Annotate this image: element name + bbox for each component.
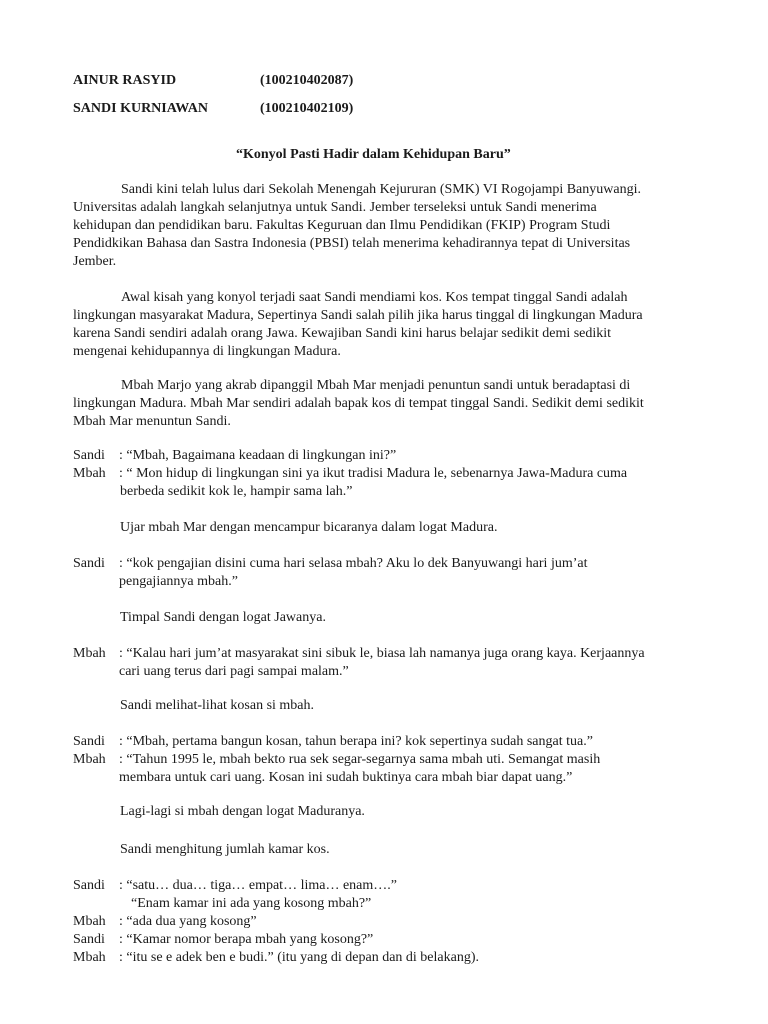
author-name-2: SANDI KURNIAWAN: [73, 101, 208, 116]
dialogue-line: [119, 555, 719, 591]
dialogue-speaker: Mbah: [73, 752, 106, 767]
author-id-2: (100210402109): [260, 101, 354, 116]
paragraph-line: lingkungan masyarakat Madura, Sepertinya Sandi salah pilih jika harus tinggal di lingkungan Madura: [73, 308, 643, 323]
paragraph-line: Sandi kini telah lulus dari Sekolah Menengah Kejururan (SMK) VI Rogojampi Banyuwangi.: [121, 182, 641, 197]
paragraph-3: [73, 377, 703, 431]
dialogue-text: : “Mbah, Bagaimana keadaan di lingkungan ini?”: [119, 448, 397, 463]
paragraph-2: [73, 289, 703, 361]
paragraph-line: Mbah Mar menuntun Sandi.: [73, 414, 231, 429]
narration-3: Sandi melihat-lihat kosan si mbah.: [120, 698, 315, 713]
dialogue-text: membara untuk cari uang. Kosan ini sudah buktinya cara mbah biar dapat uang.”: [119, 770, 573, 785]
dialogue-line: [119, 751, 719, 787]
dialogue-text: : “Kalau hari jum’at masyarakat sini sibuk le, biasa lah namanya juga orang kaya. Kerjaannya: [119, 646, 645, 661]
dialogue-speaker: Mbah: [73, 466, 106, 481]
paragraph-line: mengenai kehidupannya di lingkungan Madura.: [73, 344, 341, 359]
dialogue-speaker: Sandi: [73, 556, 105, 571]
dialogue-text: : “satu… dua… tiga… empat… lima… enam….”: [119, 878, 397, 893]
dialogue-speaker: Sandi: [73, 878, 105, 893]
dialogue-speaker: Sandi: [73, 448, 105, 463]
dialogue-line: [119, 733, 719, 751]
paragraph-line: Universitas adalah langkah selanjutnya untuk Sandi. Jember terseleksi untuk Sandi menerima: [73, 200, 597, 215]
dialogue-speaker: Mbah: [73, 950, 106, 965]
dialogue-text: pengajiannya mbah.”: [119, 574, 238, 589]
dialogue-text: : “Mbah, pertama bangun kosan, tahun berapa ini? kok sepertinya sudah sangat tua.”: [119, 734, 593, 749]
dialogue-speaker: Mbah: [73, 914, 106, 929]
dialogue-text: : “kok pengajian disini cuma hari selasa mbah? Aku lo dek Banyuwangi hari jum’at: [119, 556, 588, 571]
author-id-1: (100210402087): [260, 73, 354, 88]
dialogue-line: [119, 447, 719, 465]
dialogue-text: : “Kamar nomor berapa mbah yang kosong?”: [119, 932, 374, 947]
paragraph-line: kehidupan dan pendidikan baru. Fakultas Keguruan dan Ilmu Pendidikan (FKIP) Program Studi: [73, 218, 611, 233]
paragraph-line: Mbah Marjo yang akrab dipanggil Mbah Mar menjadi penuntun sandi untuk beradaptasi di: [121, 378, 631, 393]
dialogue-text: berbeda sedikit kok le, hampir sama lah.”: [120, 484, 353, 499]
dialogue-text: : “ Mon hidup di lingkungan sini ya ikut tradisi Madura le, sebenarnya Jawa-Madura cuma: [119, 466, 628, 481]
dialogue-line: [119, 877, 719, 913]
dialogue-speaker: Sandi: [73, 932, 105, 947]
paragraph-1: [73, 181, 703, 271]
paragraph-line: karena Sandi sendiri adalah orang Jawa. Kewajiban Sandi kini harus belajar sedikit demi sedikit: [73, 326, 612, 341]
narration-4: Lagi-lagi si mbah dengan logat Maduranya.: [120, 804, 365, 819]
dialogue-speaker: Mbah: [73, 646, 106, 661]
narration-1: Ujar mbah Mar dengan mencampur bicaranya dalam logat Madura.: [120, 520, 498, 535]
dialogue-line: [119, 949, 719, 967]
dialogue-line: [119, 645, 719, 681]
narration-2: Timpal Sandi dengan logat Jawanya.: [120, 610, 326, 625]
dialogue-text: cari uang terus dari pagi sampai malam.”: [119, 664, 349, 679]
dialogue-text: : “itu se e adek ben e budi.” (itu yang di depan dan di belakang).: [119, 950, 479, 965]
paragraph-line: Jember.: [73, 254, 117, 269]
dialogue-text: : “Tahun 1995 le, mbah bekto rua sek segar-segarnya sama mbah uti. Semangat masih: [119, 752, 601, 767]
author-name-1: AINUR RASYID: [73, 73, 177, 88]
narration-5: Sandi menghitung jumlah kamar kos.: [120, 842, 330, 857]
paragraph-line: Pendidkikan Bahasa dan Sastra Indonesia (PBSI) telah menerima kehadirannya tepat di Universitas: [73, 236, 631, 251]
dialogue-speaker: Sandi: [73, 734, 105, 749]
dialogue-line: [119, 931, 719, 949]
dialogue-text: “Enam kamar ini ada yang kosong mbah?”: [131, 896, 372, 911]
story-title: “Konyol Pasti Hadir dalam Kehidupan Baru”: [236, 147, 511, 162]
paragraph-line: lingkungan Madura. Mbah Mar sendiri adalah bapak kos di tempat tinggal Sandi. Sedikit demi sedikit: [73, 396, 644, 411]
dialogue-text: : “ada dua yang kosong”: [119, 914, 257, 929]
dialogue-line: [119, 913, 719, 931]
dialogue-line: [119, 465, 719, 501]
paragraph-line: Awal kisah yang konyol terjadi saat Sandi mendiami kos. Kos tempat tinggal Sandi adalah: [121, 290, 628, 305]
